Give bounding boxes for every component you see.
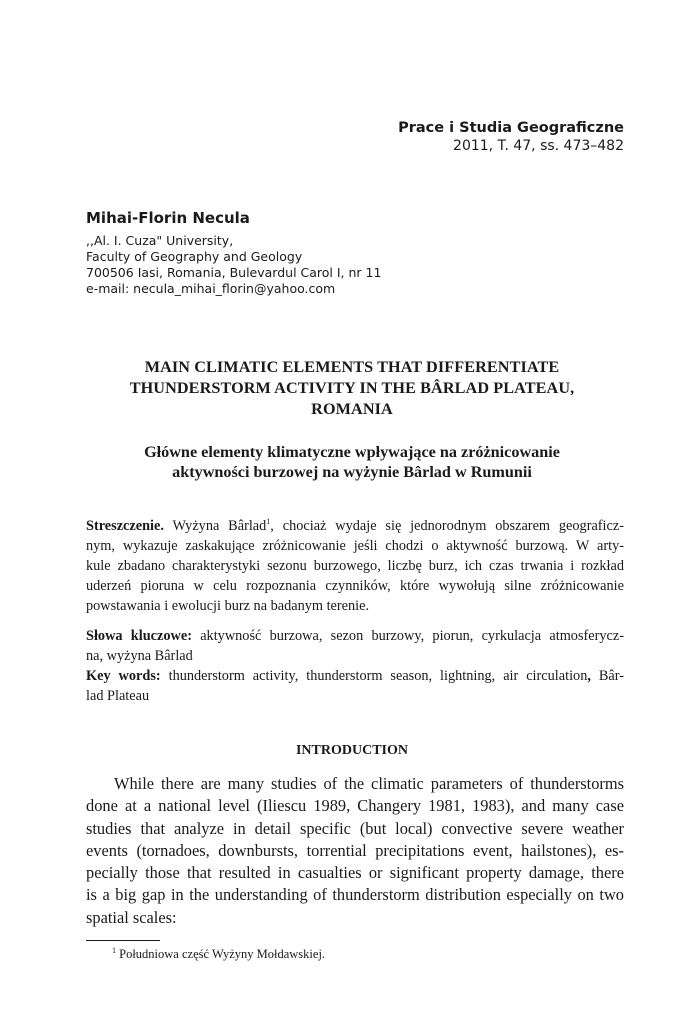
abstract-label: Streszczenie. — [86, 518, 164, 534]
abstract-line: uderzeń pioruna w celu rozpoznania czynników, które wywołują silne zróżnicowanie — [86, 578, 624, 594]
keywords-pl-line — [86, 626, 624, 646]
author-block — [86, 207, 381, 297]
affiliation-email: e-mail: necula_mihai_florin@yahoo.com — [86, 281, 336, 296]
paragraph-line: studies that analyze in detail specific (but local) convective severe weather — [86, 818, 624, 838]
keywords-en-text: thunderstorm activity, thunderstorm season, lightning, air circulation — [160, 668, 588, 684]
footnote-divider — [86, 940, 160, 941]
subtitle-line: aktywności burzowej na wyżynie Bârlad w Rumunii — [172, 463, 532, 481]
keywords-pl-label: Słowa kluczowe: — [86, 628, 192, 644]
abstract-line — [86, 516, 624, 536]
section-heading-introduction: INTRODUCTION — [295, 743, 408, 758]
footnote-mark: 1 — [266, 517, 271, 527]
paragraph-line: is a big gap in the understanding of thunderstorm distribution especially on two — [86, 885, 624, 905]
affiliation-address: 700506 Iasi, Romania, Bulevardul Carol I, nr 11 — [86, 265, 382, 280]
abstract-text: Wyżyna Bârlad — [163, 518, 267, 534]
keywords-pl-line: na, wyżyna Bârlad — [86, 648, 193, 664]
abstract-text: , chociaż wydaje się jednorodnym obszarem geograficz- — [270, 518, 624, 534]
footnote-text: Południowa część Wyżyny Mołdawskiej. — [116, 947, 326, 961]
journal-volume: 2011, T. 47, ss. 473–482 — [453, 138, 624, 154]
abstract-line: kule zbadano charakterystyki sezonu burzowego, liczbę burz, ich czas trwania i rozkład — [86, 558, 624, 574]
keywords-en-line — [86, 666, 624, 686]
keywords-en-line: lad Plateau — [86, 688, 150, 704]
abstract — [86, 516, 624, 616]
title-line: MAIN CLIMATIC ELEMENTS THAT DIFFERENTIATE — [144, 358, 560, 376]
journal-header — [398, 119, 624, 155]
abstract-line: nym, wykazuje zaskakujące zróżnicowanie jeśli chodzi o aktywność burzową. W arty- — [86, 538, 624, 554]
title-line: ROMANIA — [311, 400, 393, 418]
paragraph-line: spatial scales: — [86, 907, 177, 927]
paper-title — [86, 357, 618, 420]
keywords-en-label: Key words: — [86, 668, 161, 684]
footnote — [112, 946, 325, 962]
paragraph-line: pecially those that resulted in casualties or significant property damage, there — [86, 863, 624, 883]
abstract-line: powstawania i ewolucji burz na badanym terenie. — [86, 598, 370, 614]
footnote-number: 1 — [112, 945, 116, 955]
paper-subtitle — [86, 442, 618, 482]
title-line: THUNDERSTORM ACTIVITY IN THE BÂRLAD PLATEAU, — [129, 379, 575, 397]
keywords-en-text: Bâr- — [590, 668, 624, 684]
subtitle-line: Główne elementy klimatyczne wpływające na zróżnicowanie — [144, 443, 560, 461]
keywords — [86, 626, 624, 706]
journal-name: Prace i Studia Geograficzne — [398, 120, 624, 136]
paragraph-line: events (tornadoes, downbursts, torrential precipitations event, hailstones), es- — [86, 840, 624, 860]
introduction-paragraph — [86, 773, 624, 929]
affiliation-university: ,,Al. I. Cuza" University, — [86, 233, 234, 248]
paragraph-line: done at a national level (Iliescu 1989, Changery 1981, 1983), and many case — [86, 796, 624, 816]
keywords-pl-text: aktywność burzowa, sezon burzowy, piorun, cyrkulacja atmosferycz- — [191, 628, 624, 644]
affiliation-faculty: Faculty of Geography and Geology — [86, 249, 303, 264]
paragraph-line: While there are many studies of the climatic parameters of thunderstorms — [114, 774, 624, 793]
author-name: Mihai-Florin Necula — [86, 209, 250, 227]
keywords-en-comma: , — [587, 668, 591, 684]
